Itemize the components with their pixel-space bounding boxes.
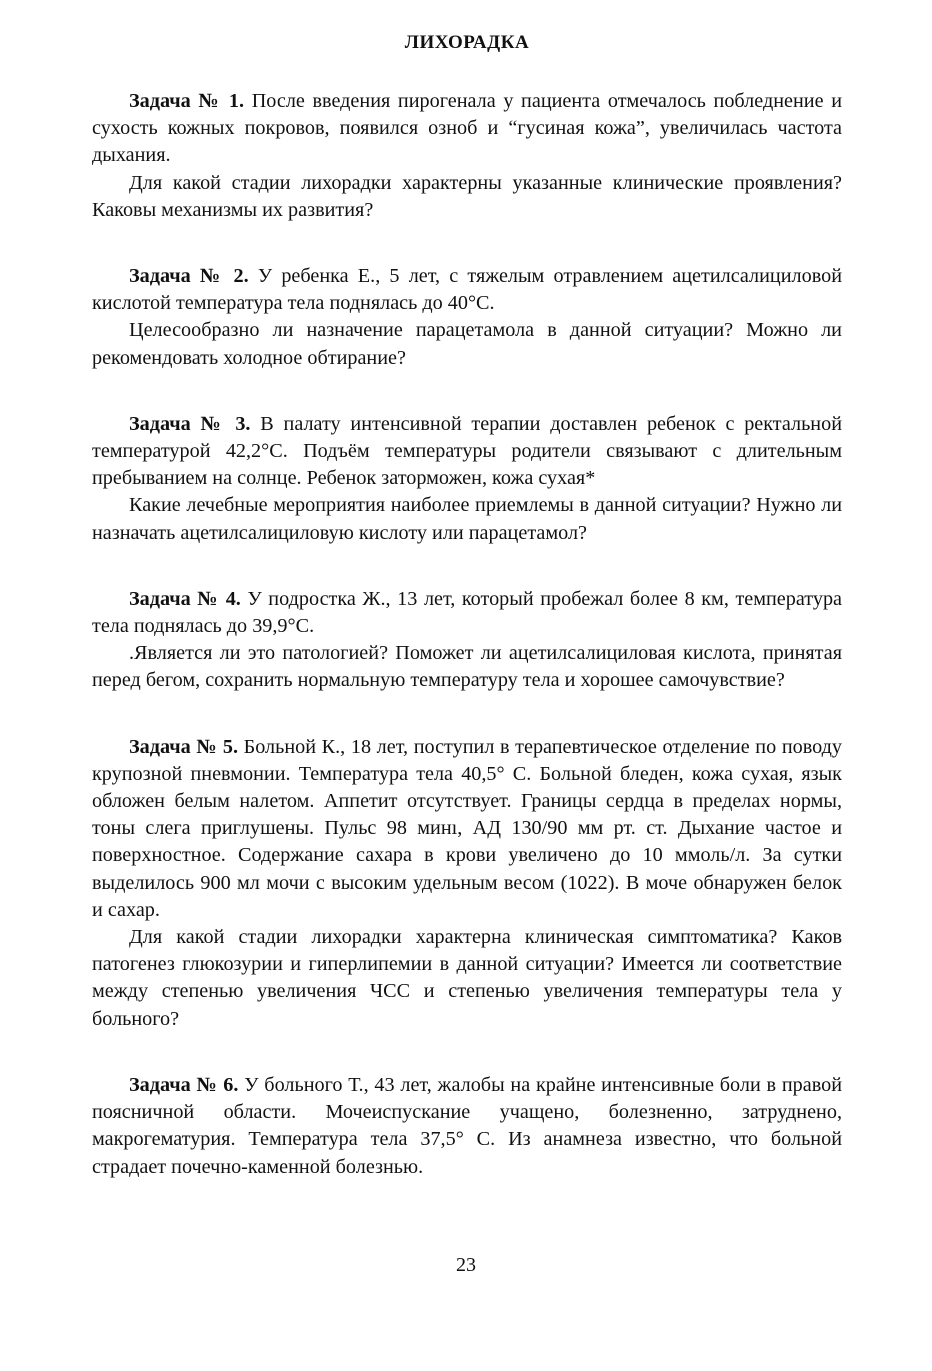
- task-question: Какие лечебные мероприятия наиболее приемлемы в данной ситуации? Нужно ли назначать ацетилсалициловую кислоту или парацетамол?: [92, 494, 842, 544]
- task-condition: [92, 263, 842, 317]
- task-label: Задача № 2.: [129, 265, 249, 288]
- task-condition: [92, 734, 842, 924]
- task-2: [92, 263, 842, 372]
- task-condition: [92, 586, 842, 640]
- document-page: [92, 32, 842, 1220]
- task-label: Задача № 4.: [129, 587, 241, 610]
- task-condition: [92, 411, 842, 493]
- task-question: Целесообразно ли назначение парацетамола в данной ситуации? Можно ли рекомендовать холодное обтирание?: [92, 319, 842, 369]
- task-label: Задача № 3.: [129, 412, 251, 435]
- task-question: .Является ли это патологией? Поможет ли ацетилсалициловая кислота, принятая перед бегом, сохранить нормальную температуру тела и хорошее самочувствие?: [92, 642, 842, 692]
- task-label: Задача № 1.: [129, 90, 245, 112]
- task-4: [92, 586, 842, 695]
- task-condition-text: Больной К., 18 лет, поступил в терапевтическое отделение по поводу крупозной пневмонии. Температура тела 40,5° С. Больной бледен, кожа сухая, язык обложен белым налетом. Аппетит отсутствует. Границы сердца в пределах нормы, тоны слега приглушены. Пульс 98 минı, АД 130/90 мм рт. ст. Дыхание частое и поверхностное. Содержание сахара в крови увеличено до 10 ммоль/л. За сутки выделилось 900 мл мочи с высоким удельным весом (1022). В моче обнаружен белок и сахар.: [92, 735, 843, 921]
- task-condition-text: У больного Т., 43 лет, жалобы на крайне интенсивные боли в правой поясничной области. Мочеиспускание учащено, болезненно, затруднено, макрогематурия. Температура тела 37,5° С. Из анамнеза известно, что больной страдает почечно-каменной болезнью.: [92, 1073, 842, 1178]
- task-3: [92, 411, 842, 547]
- task-1: [92, 88, 842, 224]
- task-label: Задача № 5.: [129, 735, 238, 758]
- page-number: 23: [456, 1254, 476, 1276]
- task-question: Для какой стадии лихорадки характерны указанные клинические проявления? Каковы механизмы их развития?: [92, 171, 842, 221]
- page-title: ЛИХОРАДКА: [404, 32, 530, 53]
- task-condition: [92, 88, 842, 170]
- task-condition: [92, 1072, 842, 1181]
- task-condition-text: У подростка Ж., 13 лет, который пробежал более 8 км, температура тела поднялась до 39,9°С.: [92, 587, 843, 638]
- task-condition-text: У ребенка Е., 5 лет, с тяжелым отравлением ацетилсалициловой кислотой температура тела поднялась до 40°С.: [92, 265, 842, 315]
- task-5: [92, 734, 842, 1033]
- task-label: Задача № 6.: [129, 1073, 239, 1096]
- task-condition-text: После введения пирогенала у пациента отмечалось побледнение и сухость кожных покровов, появился озноб и “гусиная кожа”, увеличилась частота дыхания.: [92, 90, 842, 167]
- task-condition-text: В палату интенсивной терапии доставлен ребенок с ректальной температурой 42,2°С. Подъём температуры родители связывают с длительным пребыванием на солнце. Ребенок заторможен, кожа сухая*: [92, 412, 842, 490]
- task-question: Для какой стадии лихорадки характерна клиническая симптоматика? Каков патогенез глюкозурии и гиперлипемии в данной ситуации? Имеется ли соответствие между степенью увеличения ЧСС и степенью увеличения температуры тела у больного?: [92, 926, 842, 1030]
- task-6: [92, 1072, 842, 1181]
